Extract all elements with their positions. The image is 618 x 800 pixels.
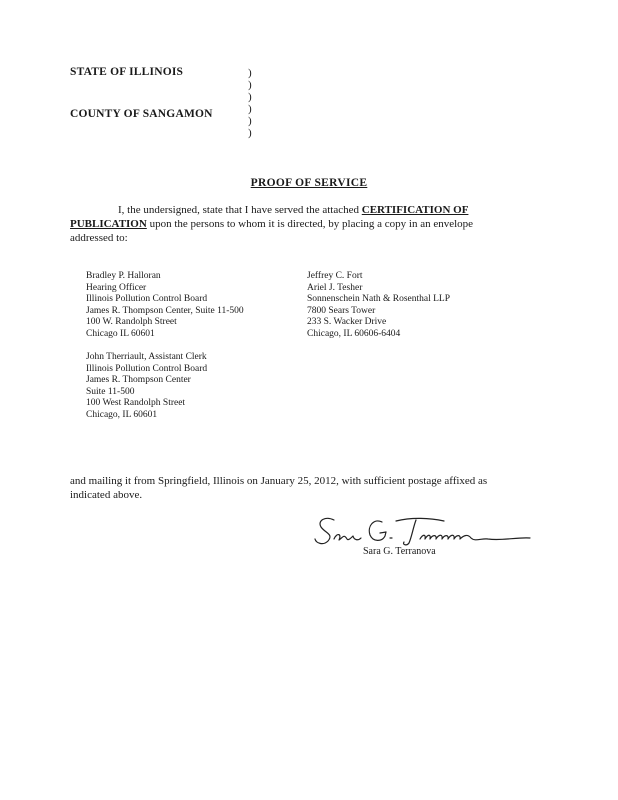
document-title: PROOF OF SERVICE [250, 177, 368, 189]
address-line: Illinois Pollution Control Board [86, 363, 208, 374]
address-line: Chicago, IL 60606-6404 [307, 328, 401, 339]
paren: ) [248, 91, 252, 103]
address-line: Hearing Officer [86, 282, 147, 293]
paren: ) [248, 79, 252, 91]
document-name-part-2: PUBLICATION [70, 218, 147, 230]
address-line: Suite 11-500 [86, 386, 135, 397]
address-line: Jeffrey C. Fort [307, 271, 363, 281]
intro-text-2: upon the persons to whom it is directed, by placing a copy in an envelope [149, 218, 474, 230]
address-line: 100 W. Randolph Street [86, 317, 177, 328]
recipient-address-1 [86, 271, 244, 341]
recipient-address-3 [86, 352, 207, 422]
closing-paragraph [70, 474, 550, 502]
closing-line-1: and mailing it from Springfield, Illinois on January 25, 2012, with sufficient postage affixed as [70, 475, 488, 487]
recipient-address-2 [307, 271, 450, 341]
address-line: John Therriault, Assistant Clerk [86, 352, 207, 362]
address-line: Ariel J. Tesher [307, 282, 363, 293]
paren: ) [248, 67, 252, 79]
address-line: 233 S. Wacker Drive [307, 317, 387, 328]
paren: ) [248, 127, 252, 139]
paren: ) [248, 103, 252, 115]
intro-line-3: addressed to: [70, 232, 128, 244]
address-line: 7800 Sears Tower [307, 305, 376, 316]
address-line: Chicago IL 60601 [86, 328, 155, 339]
address-line: James R. Thompson Center, Suite 11-500 [86, 305, 244, 316]
intro-text: I, the undersigned, state that I have served the attached [118, 204, 359, 216]
address-line: 100 West Randolph Street [86, 398, 186, 409]
state-caption: STATE OF ILLINOIS [70, 66, 184, 78]
caption-parentheses [248, 67, 252, 139]
address-line: Illinois Pollution Control Board [86, 294, 208, 305]
closing-line-2: indicated above. [70, 489, 143, 501]
intro-line-2 [70, 217, 540, 231]
address-line: Bradley P. Halloran [86, 271, 161, 281]
printed-signer-name: Sara G. Terranova [363, 546, 436, 557]
county-caption: COUNTY OF SANGAMON [70, 108, 213, 120]
address-line: Chicago, IL 60601 [86, 409, 158, 420]
intro-line-1 [70, 203, 540, 217]
intro-paragraph [70, 203, 540, 245]
address-line: Sonnenschein Nath & Rosenthal LLP [307, 294, 451, 305]
document-name-part-1: CERTIFICATION OF [361, 204, 469, 216]
paren: ) [248, 115, 252, 127]
address-line: James R. Thompson Center [86, 375, 191, 386]
